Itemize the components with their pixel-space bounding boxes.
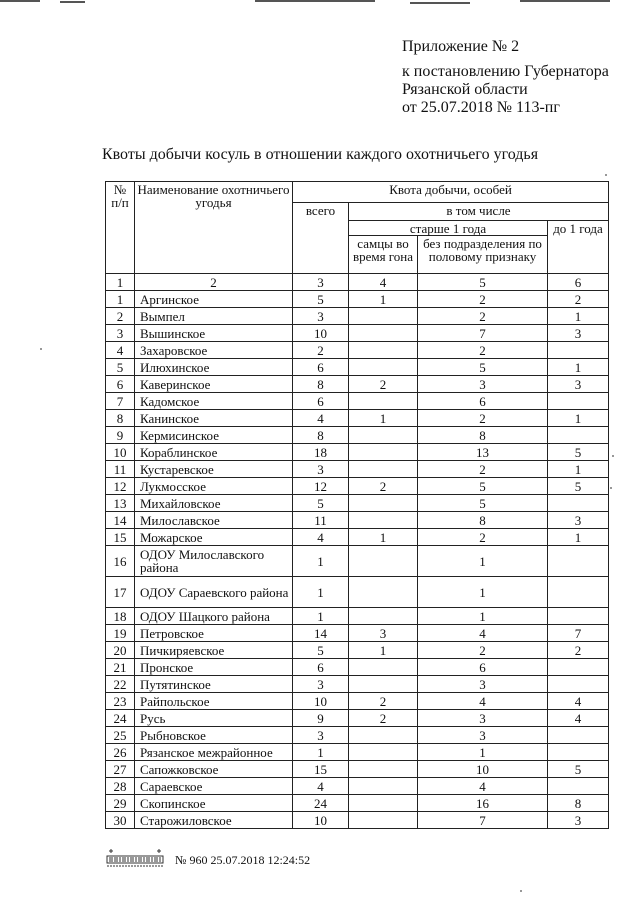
row-total: 24 [293, 795, 349, 812]
row-males [349, 495, 418, 512]
row-total: 4 [293, 529, 349, 546]
row-number: 9 [106, 427, 135, 444]
row-name: Русь [135, 710, 293, 727]
row-males: 2 [349, 376, 418, 393]
row-males [349, 659, 418, 676]
appendix-header [402, 38, 609, 117]
row-under1: 1 [548, 308, 609, 325]
row-under1 [548, 727, 609, 744]
table-row [106, 710, 609, 727]
row-under1 [548, 393, 609, 410]
row-number: 6 [106, 376, 135, 393]
row-name: Захаровское [135, 342, 293, 359]
row-name: Лукмосское [135, 478, 293, 495]
row-males [349, 427, 418, 444]
row-under1: 4 [548, 693, 609, 710]
header-males: самцы во время гона [349, 236, 418, 274]
row-name: Аргинское [135, 291, 293, 308]
row-under1 [548, 495, 609, 512]
col-number: 1 [106, 274, 135, 291]
row-undivided: 4 [418, 778, 548, 795]
table-row [106, 325, 609, 342]
row-under1: 3 [548, 325, 609, 342]
row-males [349, 461, 418, 478]
row-males: 2 [349, 693, 418, 710]
row-name: Рязанское межрайонное [135, 744, 293, 761]
row-undivided: 2 [418, 410, 548, 427]
table-row [106, 512, 609, 529]
row-under1 [548, 659, 609, 676]
row-undivided: 1 [418, 546, 548, 577]
row-total: 3 [293, 461, 349, 478]
row-undivided: 3 [418, 727, 548, 744]
row-name: Милославское [135, 512, 293, 529]
row-undivided: 3 [418, 676, 548, 693]
row-name: ОДОУ Шацкого района [135, 608, 293, 625]
header-quota: Квота добычи, особей [293, 182, 609, 203]
table-row [106, 727, 609, 744]
row-name: Кораблинское [135, 444, 293, 461]
row-males: 3 [349, 625, 418, 642]
row-number: 25 [106, 727, 135, 744]
row-undivided: 5 [418, 359, 548, 376]
row-under1 [548, 778, 609, 795]
table-row [106, 642, 609, 659]
row-under1 [548, 676, 609, 693]
row-number: 2 [106, 308, 135, 325]
row-males [349, 444, 418, 461]
header-under1: до 1 года [548, 221, 609, 274]
row-under1: 1 [548, 529, 609, 546]
row-number: 26 [106, 744, 135, 761]
appendix-line-1: к постановлению Губернатора [402, 63, 609, 80]
document-title: Квоты добычи косуль в отношении каждого охотничьего угодья [101, 146, 539, 163]
table-row [106, 795, 609, 812]
table-row [106, 659, 609, 676]
row-under1: 2 [548, 291, 609, 308]
row-undivided: 16 [418, 795, 548, 812]
barcode-stamp-icon [105, 849, 165, 867]
row-undivided: 3 [418, 710, 548, 727]
row-number: 22 [106, 676, 135, 693]
row-undivided: 7 [418, 325, 548, 342]
row-number: 5 [106, 359, 135, 376]
row-name: Старожиловское [135, 812, 293, 829]
row-undivided: 2 [418, 342, 548, 359]
row-name: Сапожковское [135, 761, 293, 778]
row-total: 3 [293, 676, 349, 693]
row-number: 15 [106, 529, 135, 546]
row-name: Канинское [135, 410, 293, 427]
row-undivided: 2 [418, 529, 548, 546]
row-undivided: 5 [418, 495, 548, 512]
row-undivided: 2 [418, 461, 548, 478]
row-number: 30 [106, 812, 135, 829]
column-numbers-row [106, 274, 609, 291]
row-undivided: 4 [418, 693, 548, 710]
row-undivided: 1 [418, 608, 548, 625]
row-name: Кустаревское [135, 461, 293, 478]
row-total: 10 [293, 325, 349, 342]
row-under1: 8 [548, 795, 609, 812]
row-undivided: 8 [418, 427, 548, 444]
row-total: 14 [293, 625, 349, 642]
row-number: 14 [106, 512, 135, 529]
table-row [106, 812, 609, 829]
row-under1 [548, 427, 609, 444]
row-number: 24 [106, 710, 135, 727]
row-under1: 5 [548, 478, 609, 495]
row-name: Можарское [135, 529, 293, 546]
row-undivided: 8 [418, 512, 548, 529]
row-name: Вымпел [135, 308, 293, 325]
col-number: 4 [349, 274, 418, 291]
header-including: в том числе [349, 203, 609, 221]
row-under1: 1 [548, 359, 609, 376]
table-row [106, 546, 609, 577]
row-name: Вышинское [135, 325, 293, 342]
row-total: 2 [293, 342, 349, 359]
row-number: 20 [106, 642, 135, 659]
scan-edge-noise [0, 0, 640, 6]
row-name: Рыбновское [135, 727, 293, 744]
row-under1 [548, 608, 609, 625]
row-total: 3 [293, 727, 349, 744]
row-number: 17 [106, 577, 135, 608]
registration-stamp: № 960 25.07.2018 12:24:52 [175, 853, 311, 867]
col-number: 3 [293, 274, 349, 291]
row-males [349, 744, 418, 761]
row-males [349, 795, 418, 812]
row-undivided: 4 [418, 625, 548, 642]
row-total: 6 [293, 659, 349, 676]
row-males [349, 676, 418, 693]
row-name: ОДОУ Милославского района [135, 546, 293, 577]
row-total: 1 [293, 608, 349, 625]
row-name: Скопинское [135, 795, 293, 812]
col-number: 2 [135, 274, 293, 291]
row-undivided: 10 [418, 761, 548, 778]
row-under1: 5 [548, 761, 609, 778]
row-undivided: 2 [418, 308, 548, 325]
row-under1: 1 [548, 461, 609, 478]
row-total: 10 [293, 812, 349, 829]
row-undivided: 3 [418, 376, 548, 393]
row-total: 6 [293, 359, 349, 376]
row-name: Райпольское [135, 693, 293, 710]
row-number: 18 [106, 608, 135, 625]
row-males [349, 325, 418, 342]
row-under1 [548, 342, 609, 359]
row-number: 16 [106, 546, 135, 577]
table-row [106, 427, 609, 444]
table-row [106, 376, 609, 393]
row-name: Илюхинское [135, 359, 293, 376]
row-under1: 5 [548, 444, 609, 461]
row-total: 5 [293, 291, 349, 308]
row-under1: 3 [548, 812, 609, 829]
row-number: 7 [106, 393, 135, 410]
row-total: 4 [293, 410, 349, 427]
row-under1 [548, 577, 609, 608]
row-males: 1 [349, 642, 418, 659]
row-males [349, 608, 418, 625]
row-number: 19 [106, 625, 135, 642]
row-total: 1 [293, 744, 349, 761]
table-row [106, 461, 609, 478]
header-older: старше 1 года [349, 221, 548, 236]
row-undivided: 5 [418, 478, 548, 495]
row-total: 1 [293, 577, 349, 608]
table-row [106, 393, 609, 410]
row-number: 4 [106, 342, 135, 359]
appendix-number: Приложение № 2 [402, 38, 520, 55]
table-row [106, 761, 609, 778]
row-males [349, 308, 418, 325]
row-total: 18 [293, 444, 349, 461]
col-number: 5 [418, 274, 548, 291]
row-males: 2 [349, 478, 418, 495]
table-row [106, 744, 609, 761]
table-row [106, 410, 609, 427]
row-under1: 3 [548, 512, 609, 529]
row-males: 1 [349, 410, 418, 427]
table-row [106, 693, 609, 710]
table-row [106, 608, 609, 625]
table-row [106, 359, 609, 376]
row-name: Михайловское [135, 495, 293, 512]
row-number: 3 [106, 325, 135, 342]
header-num: № п/п [106, 182, 135, 274]
row-name: Петровское [135, 625, 293, 642]
table-row [106, 529, 609, 546]
row-total: 10 [293, 693, 349, 710]
row-under1: 4 [548, 710, 609, 727]
row-name: ОДОУ Сараевского района [135, 577, 293, 608]
row-number: 23 [106, 693, 135, 710]
row-name: Пичкиряевское [135, 642, 293, 659]
row-males [349, 727, 418, 744]
row-total: 6 [293, 393, 349, 410]
row-number: 11 [106, 461, 135, 478]
row-number: 21 [106, 659, 135, 676]
table-row [106, 342, 609, 359]
table-row [106, 577, 609, 608]
row-total: 4 [293, 778, 349, 795]
row-total: 1 [293, 546, 349, 577]
row-males [349, 512, 418, 529]
row-undivided: 13 [418, 444, 548, 461]
row-number: 1 [106, 291, 135, 308]
row-males [349, 393, 418, 410]
row-number: 29 [106, 795, 135, 812]
row-name: Кермисинское [135, 427, 293, 444]
row-total: 12 [293, 478, 349, 495]
table-row [106, 478, 609, 495]
table-row [106, 676, 609, 693]
row-under1 [548, 546, 609, 577]
row-name: Путятинское [135, 676, 293, 693]
row-males [349, 342, 418, 359]
row-total: 11 [293, 512, 349, 529]
table-row [106, 308, 609, 325]
header-undivided: без подразделения по половому признаку [418, 236, 548, 274]
row-number: 12 [106, 478, 135, 495]
row-under1: 2 [548, 642, 609, 659]
row-total: 3 [293, 308, 349, 325]
table-row [106, 444, 609, 461]
row-males [349, 577, 418, 608]
table-row [106, 778, 609, 795]
row-name: Пронское [135, 659, 293, 676]
row-number: 13 [106, 495, 135, 512]
row-total: 5 [293, 642, 349, 659]
row-males [349, 546, 418, 577]
row-males [349, 359, 418, 376]
appendix-line-3: от 25.07.2018 № 113-пг [402, 99, 560, 116]
row-total: 8 [293, 427, 349, 444]
row-name: Кадомское [135, 393, 293, 410]
row-under1: 3 [548, 376, 609, 393]
row-undivided: 6 [418, 659, 548, 676]
row-undivided: 1 [418, 744, 548, 761]
table-row [106, 495, 609, 512]
registration-footer [105, 849, 311, 867]
row-undivided: 7 [418, 812, 548, 829]
row-total: 15 [293, 761, 349, 778]
row-males [349, 812, 418, 829]
row-males [349, 761, 418, 778]
row-total: 8 [293, 376, 349, 393]
row-under1 [548, 744, 609, 761]
header-total: всего [293, 203, 349, 274]
appendix-line-2: Рязанской области [402, 81, 528, 98]
row-total: 9 [293, 710, 349, 727]
row-males: 1 [349, 529, 418, 546]
table-row [106, 291, 609, 308]
row-males [349, 778, 418, 795]
row-males: 2 [349, 710, 418, 727]
row-name: Каверинское [135, 376, 293, 393]
row-total: 5 [293, 495, 349, 512]
row-undivided: 2 [418, 642, 548, 659]
row-number: 27 [106, 761, 135, 778]
quota-table [105, 181, 609, 829]
row-number: 8 [106, 410, 135, 427]
header-name: Наименование охотничьего угодья [135, 182, 293, 274]
table-row [106, 625, 609, 642]
row-number: 10 [106, 444, 135, 461]
row-males: 1 [349, 291, 418, 308]
row-undivided: 6 [418, 393, 548, 410]
row-under1: 1 [548, 410, 609, 427]
row-undivided: 2 [418, 291, 548, 308]
row-number: 28 [106, 778, 135, 795]
row-name: Сараевское [135, 778, 293, 795]
row-undivided: 1 [418, 577, 548, 608]
row-under1: 7 [548, 625, 609, 642]
col-number: 6 [548, 274, 609, 291]
